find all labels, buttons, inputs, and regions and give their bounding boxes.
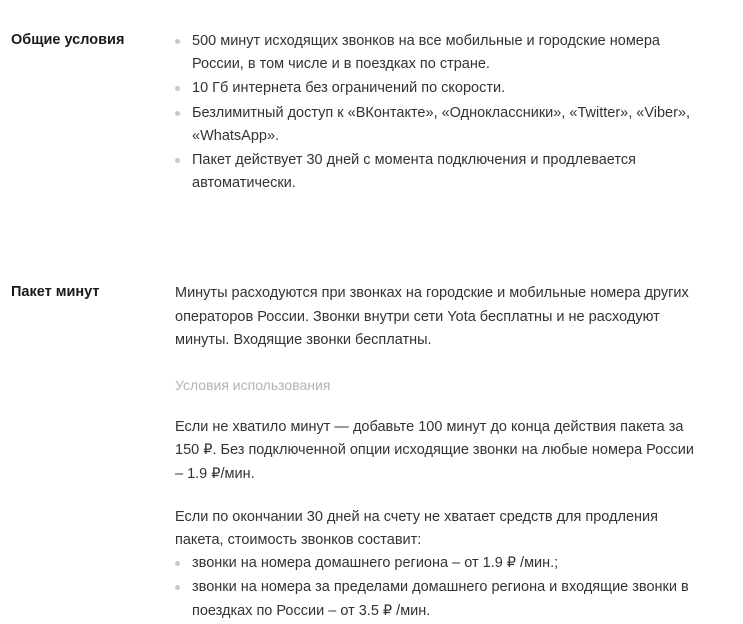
- section-label-general-conditions: Общие условия: [11, 32, 125, 48]
- minutes-intro-paragraph: Минуты расходуются при звонках на городские и мобильные номера других операторов России. Звонки внутри сети Yota бесплатны и не расходуют минуты. Входящие звонки бесплатны.: [175, 285, 689, 348]
- minutes-paragraph-expiry: Если по окончании 30 дней на счету не хватает средств для продления пакета, стоимость звонков составит:: [175, 508, 658, 549]
- list-item: Пакет действует 30 дней с момента подключения и продлевается автоматически.: [175, 149, 703, 195]
- list-item: звонки на номера домашнего региона – от 1.9 ₽ /мин.;: [175, 552, 703, 575]
- minutes-tariff-list: [175, 552, 703, 623]
- section-general-conditions: [0, 0, 743, 196]
- paragraph-spacer: [175, 486, 703, 506]
- minutes-paragraph-extra-minutes: Если не хватило минут — добавьте 100 минут до конца действия пакета за 150 ₽. Без подключенной опции исходящие звонки на любые номера России – 1.9 ₽/мин.: [175, 419, 694, 482]
- list-item: 500 минут исходящих звонков на все мобильные и городские номера России, в том числе и в поездках по стране.: [175, 30, 703, 76]
- usage-conditions-subheading: Условия использования: [175, 376, 331, 393]
- list-item: Безлимитный доступ к «ВКонтакте», «Одноклассники», «Twitter», «Viber», «WhatsApp».: [175, 102, 703, 148]
- section-content-general-conditions: [175, 30, 743, 196]
- section-content-minutes-package: [175, 282, 743, 623]
- list-item: звонки на номера за пределами домашнего региона и входящие звонки в поездках по России – от 3.5 ₽ /мин.: [175, 576, 703, 622]
- section-label-minutes-package: Пакет минут: [11, 284, 100, 301]
- list-item: 10 Гб интернета без ограничений по скорости.: [175, 77, 703, 100]
- general-conditions-list: [175, 30, 703, 195]
- section-minutes-package: [0, 196, 743, 623]
